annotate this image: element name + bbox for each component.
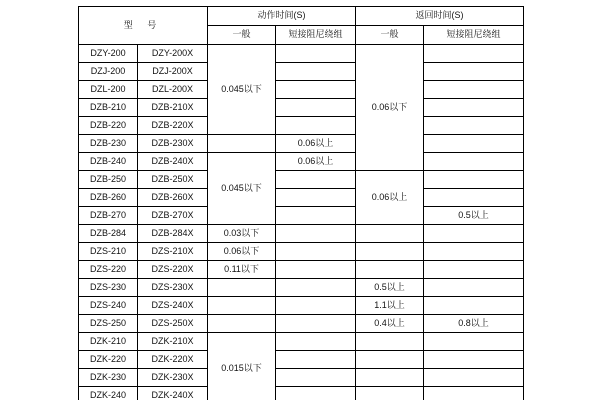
cell-return-damping — [424, 117, 524, 135]
cell-model-b: DZS-210X — [138, 243, 208, 261]
cell-model-b: DZJ-200X — [138, 63, 208, 81]
cell-model-a: DZB-284 — [79, 225, 138, 243]
cell-model-a: DZB-240 — [79, 153, 138, 171]
cell-return-general: 0.5以上 — [356, 279, 424, 297]
cell-return-general — [356, 369, 424, 387]
cell-model-a: DZJ-200 — [79, 63, 138, 81]
header-return-damping: 短接阻尼绕组 — [424, 26, 524, 45]
cell-action-damping — [276, 315, 356, 333]
cell-action-damping — [276, 243, 356, 261]
cell-action-damping: 0.06以上 — [276, 135, 356, 153]
cell-return-general: 0.4以上 — [356, 315, 424, 333]
cell-model-b: DZB-220X — [138, 117, 208, 135]
cell-model-b: DZK-210X — [138, 333, 208, 351]
header-return-general: 一般 — [356, 26, 424, 45]
cell-model-a: DZS-230 — [79, 279, 138, 297]
cell-return-damping — [424, 171, 524, 189]
cell-action-general: 0.045以下 — [208, 153, 276, 225]
table-row — [79, 351, 524, 369]
cell-model-b: DZB-250X — [138, 171, 208, 189]
cell-return-damping — [424, 189, 524, 207]
table-row — [79, 45, 524, 63]
cell-return-general — [356, 351, 424, 369]
cell-return-damping — [424, 243, 524, 261]
cell-return-general — [356, 333, 424, 351]
cell-model-b: DZK-220X — [138, 351, 208, 369]
table-row — [79, 99, 524, 117]
header-action-damping: 短接阻尼绕组 — [276, 26, 356, 45]
cell-return-damping — [424, 81, 524, 99]
cell-model-b: DZK-230X — [138, 369, 208, 387]
cell-return-damping — [424, 387, 524, 400]
cell-return-damping — [424, 99, 524, 117]
header-model: 型 号 — [79, 7, 208, 45]
table-header-row-groups — [79, 7, 524, 26]
table-row — [79, 279, 524, 297]
cell-action-general — [208, 315, 276, 333]
table-row — [79, 189, 524, 207]
cell-return-damping — [424, 225, 524, 243]
cell-model-b: DZB-230X — [138, 135, 208, 153]
cell-return-damping — [424, 369, 524, 387]
cell-model-a: DZK-220 — [79, 351, 138, 369]
cell-return-general: 0.06以上 — [356, 171, 424, 225]
cell-model-a: DZS-250 — [79, 315, 138, 333]
table-row — [79, 369, 524, 387]
cell-return-damping — [424, 333, 524, 351]
cell-return-damping — [424, 45, 524, 63]
cell-action-general — [208, 279, 276, 297]
header-action-general: 一般 — [208, 26, 276, 45]
cell-return-damping: 0.5以上 — [424, 207, 524, 225]
cell-model-b: DZS-240X — [138, 297, 208, 315]
cell-model-b: DZY-200X — [138, 45, 208, 63]
cell-model-a: DZB-250 — [79, 171, 138, 189]
table-row — [79, 225, 524, 243]
cell-model-a: DZB-210 — [79, 99, 138, 117]
cell-model-b: DZB-240X — [138, 153, 208, 171]
table-row — [79, 63, 524, 81]
cell-return-general — [356, 225, 424, 243]
cell-action-damping — [276, 63, 356, 81]
cell-action-damping — [276, 81, 356, 99]
cell-model-a: DZK-230 — [79, 369, 138, 387]
cell-model-b: DZB-260X — [138, 189, 208, 207]
header-action-time: 动作时间(S) — [208, 7, 356, 26]
cell-action-damping — [276, 297, 356, 315]
cell-return-damping — [424, 351, 524, 369]
cell-model-b: DZL-200X — [138, 81, 208, 99]
cell-model-a: DZB-270 — [79, 207, 138, 225]
cell-return-general: 0.06以下 — [356, 45, 424, 171]
relay-timing-table — [78, 6, 524, 400]
cell-return-damping — [424, 279, 524, 297]
cell-action-damping: 0.06以上 — [276, 153, 356, 171]
cell-action-general: 0.045以下 — [208, 45, 276, 135]
cell-action-damping — [276, 207, 356, 225]
cell-return-damping — [424, 63, 524, 81]
table-row — [79, 333, 524, 351]
cell-model-a: DZY-200 — [79, 45, 138, 63]
cell-action-damping — [276, 351, 356, 369]
table-row — [79, 153, 524, 171]
cell-action-general — [208, 297, 276, 315]
cell-model-a: DZB-220 — [79, 117, 138, 135]
cell-model-b: DZB-284X — [138, 225, 208, 243]
table-row — [79, 315, 524, 333]
table-row — [79, 207, 524, 225]
table-row — [79, 117, 524, 135]
cell-action-general — [208, 135, 276, 153]
cell-return-general — [356, 261, 424, 279]
cell-return-general — [356, 243, 424, 261]
cell-action-damping — [276, 225, 356, 243]
cell-model-b: DZB-270X — [138, 207, 208, 225]
table-row — [79, 387, 524, 400]
cell-action-damping — [276, 261, 356, 279]
cell-model-a: DZS-240 — [79, 297, 138, 315]
cell-model-a: DZK-240 — [79, 387, 138, 400]
cell-action-damping — [276, 333, 356, 351]
cell-action-damping — [276, 189, 356, 207]
cell-return-damping — [424, 261, 524, 279]
cell-action-damping — [276, 99, 356, 117]
table-row — [79, 81, 524, 99]
cell-model-a: DZS-210 — [79, 243, 138, 261]
cell-model-b: DZK-240X — [138, 387, 208, 400]
table-row — [79, 171, 524, 189]
cell-action-damping — [276, 45, 356, 63]
cell-action-general: 0.015以下 — [208, 333, 276, 400]
cell-return-general: 1.1以上 — [356, 297, 424, 315]
cell-model-a: DZS-220 — [79, 261, 138, 279]
cell-return-damping: 0.8以上 — [424, 315, 524, 333]
cell-return-damping — [424, 135, 524, 153]
table-row — [79, 135, 524, 153]
cell-action-damping — [276, 369, 356, 387]
cell-return-general — [356, 387, 424, 400]
cell-model-a: DZB-260 — [79, 189, 138, 207]
cell-action-general: 0.03以下 — [208, 225, 276, 243]
cell-action-general: 0.06以下 — [208, 243, 276, 261]
table-row — [79, 243, 524, 261]
cell-action-damping — [276, 387, 356, 400]
cell-model-b: DZS-230X — [138, 279, 208, 297]
cell-model-b: DZS-220X — [138, 261, 208, 279]
cell-action-damping — [276, 117, 356, 135]
cell-return-damping — [424, 297, 524, 315]
cell-action-damping — [276, 171, 356, 189]
cell-model-b: DZB-210X — [138, 99, 208, 117]
cell-model-a: DZL-200 — [79, 81, 138, 99]
cell-model-b: DZS-250X — [138, 315, 208, 333]
table-row — [79, 297, 524, 315]
cell-model-a: DZB-230 — [79, 135, 138, 153]
cell-model-a: DZK-210 — [79, 333, 138, 351]
cell-return-damping — [424, 153, 524, 171]
header-return-time: 返回时间(S) — [356, 7, 524, 26]
table-row — [79, 261, 524, 279]
cell-action-general: 0.11以下 — [208, 261, 276, 279]
cell-action-damping — [276, 279, 356, 297]
